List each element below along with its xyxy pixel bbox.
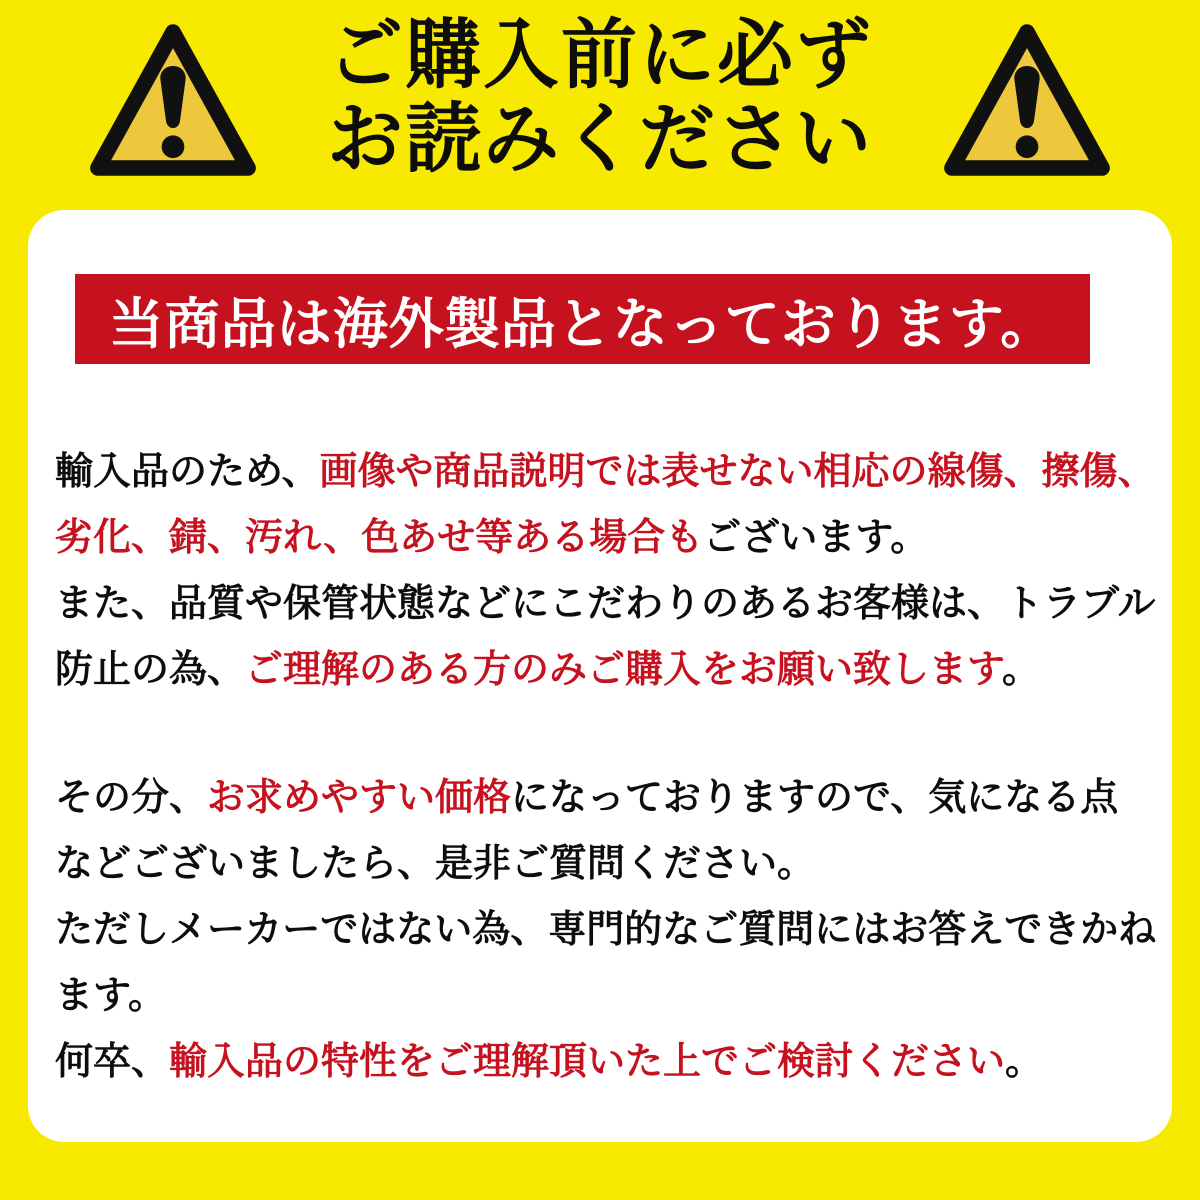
notice-body-text: [55, 439, 1172, 1095]
notice-text-segment: 。: [1005, 1041, 1044, 1083]
page-title-line2: お読みください: [327, 97, 873, 182]
page-title-line1: ご購入前に必ず: [327, 13, 873, 98]
notice-text-segment: 輸入品の特性をご理解頂いた上でご検討ください: [169, 1041, 1006, 1083]
content-panel: [28, 210, 1172, 1142]
notice-line-5: [55, 765, 1172, 831]
overseas-product-banner: [75, 274, 1090, 364]
notice-text-segment: 劣化、錆、汚れ、色あせ等ある場合も: [55, 517, 704, 559]
notice-text-segment: ございます。: [703, 517, 929, 559]
notice-text-segment: 。: [1001, 649, 1040, 691]
notice-line-6: [55, 831, 1172, 897]
notice-line-1: [55, 439, 1172, 505]
notice-text-segment: 防止の為、: [55, 649, 246, 691]
notice-line-4: [55, 637, 1172, 703]
header: [0, 0, 1200, 210]
notice-text-segment: お求めやすい価格: [207, 777, 512, 819]
notice-line-7: [55, 897, 1172, 963]
notice-line-3: [55, 571, 1172, 637]
notice-text-segment: になっておりますので、気になる点: [511, 777, 1119, 819]
notice-line-2: [55, 505, 1172, 571]
notice-text-segment: 何卒、: [55, 1041, 170, 1083]
notice-text-segment: 画像や商品説明では表せない相応の線傷、擦傷、: [319, 451, 1156, 493]
notice-text-segment: ただしメーカーではない為、専門的なご質問にはお答えできかね: [55, 909, 1157, 951]
notice-text-segment: などございましたら、是非ご質問ください。: [55, 843, 816, 885]
notice-text-segment: 輸入品のため、: [55, 451, 320, 493]
notice-text-segment: また、品質や保管状態などにこだわりのあるお客様は、トラブル: [55, 583, 1156, 625]
warning-triangle-icon: [942, 22, 1112, 178]
notice-line-9: [55, 1029, 1172, 1095]
notice-text-segment: ます。: [55, 975, 166, 1017]
notice-text-segment: その分、: [55, 777, 208, 819]
overseas-product-banner-text: 当商品は海外製品となっております。: [108, 292, 1057, 355]
notice-line-8: [55, 963, 1172, 1029]
notice-text-segment: ご理解のある方のみご購入をお願い致します: [245, 649, 1002, 691]
